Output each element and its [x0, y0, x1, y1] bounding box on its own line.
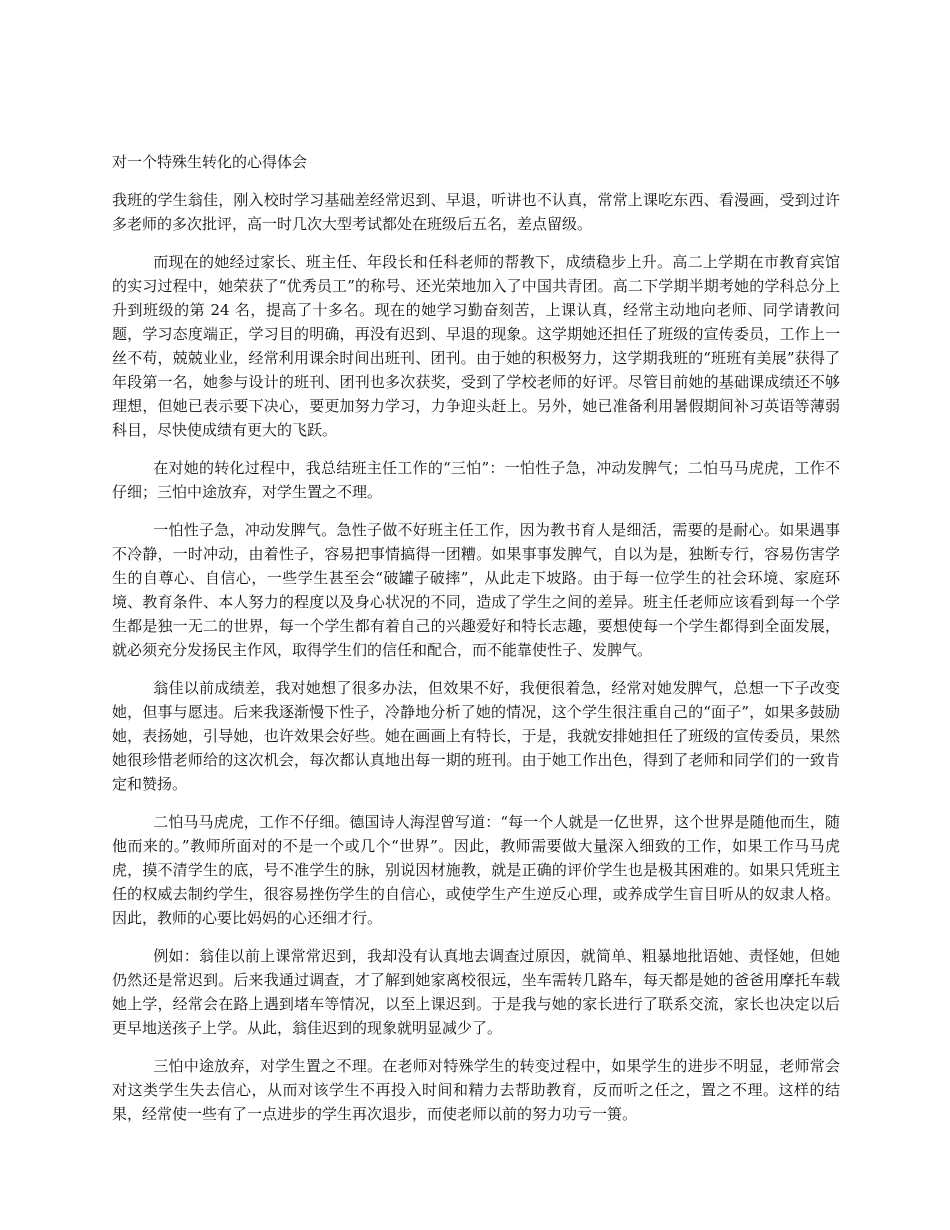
paragraph-fear-three: 三怕中途放弃，对学生置之不理。在老师对特殊学生的转变过程中，如果学生的进步不明显，老师常会对这类学生失去信心，从而对该学生不再投入时间和精力去帮助教育，反而听之任之，置之不理。这样的结果，经常使一些有了一点进步的学生再次退步，而使老师以前的努力功亏一篑。 — [112, 1057, 840, 1123]
paragraph-example-two: 例如：翁佳以前上课常常迟到，我却没有认真地去调查过原因，就简单、粗暴地批语她、责怪她，但她仍然还是常迟到。后来我通过调查，才了解到她家离校很远，坐车需转几路车，每天都是她的爸爸用摩托车载她上学，经常会在路上遇到堵车等情况，以至上课迟到。于是我与她的家长进行了联系交流，家长也决定以后更早地送孩子上学。从此，翁佳迟到的现象就明显减少了。 — [112, 947, 840, 1037]
document-title: 对一个特殊生转化的心得体会 — [112, 153, 308, 171]
paragraph-example-one: 翁佳以前成绩差，我对她想了很多办法，但效果不好，我便很着急，经常对她发脾气，总想一下子改变她，但事与愿违。后来我逐渐慢下性子，冷静地分析了她的情况，这个学生很注重自己的“面子”，如果多鼓励她，表扬她，引导她，也许效果会好些。她在画画上有特长，于是，我就安排她担任了班级的宣传委员，果然她很珍惜老师给的这次机会，每次都认真地出每一期的班刊。由于她工作出色，得到了老师和同学们的一致肯定和赞扬。 — [112, 679, 840, 793]
paragraph-three-fears: 在对她的转化过程中，我总结班主任工作的“三怕”：一怕性子急，冲动发脾气；二怕马马虎虎，工作不仔细；三怕中途放弃，对学生置之不理。 — [112, 459, 840, 501]
paragraph-intro: 我班的学生翁佳，刚入校时学习基础差经常迟到、早退，听讲也不认真，常常上课吃东西、看漫画，受到过许多老师的多次批评，高一时几次大型考试都处在班级后五名，差点留级。 — [112, 191, 840, 233]
paragraph-progress: 而现在的她经过家长、班主任、年段长和任科老师的帮教下，成绩稳步上升。高二上学期在市教育宾馆的实习过程中，她荣获了“优秀员工”的称号、还光荣地加入了中国共青团。高二下学期半期考她的学科总分上升到班级的第 24 名，提高了十多名。现在的她学习勤奋刻苦，上课认真，经常主动地向老师、同学请教问题，学习态度端正，学习目的明确，再没有迟到、早退的现象。这学期她还担任了班级的宣传委员，工作上一丝不苟，兢兢业业，经常利用课余时间出班刊、团刊。由于她的积极努力，这学期我班的“班班有美展”获得了年段第一名，她参与设计的班刊、团刊也多次获奖，受到了学校老师的好评。尽管目前她的基础课成绩还不够理想，但她已表示要下决心，要更加努力学习，力争迎头赶上。另外，她已准备利用暑假期间补习英语等薄弱科目，尽快使成绩有更大的飞跃。 — [112, 253, 840, 439]
document-page — [112, 150, 840, 1140]
paragraph-fear-one: 一怕性子急，冲动发脾气。急性子做不好班主任工作，因为教书育人是细活，需要的是耐心。如果遇事不冷静，一时冲动，由着性子，容易把事情搞得一团糟。如果事事发脾气，自以为是，独断专行，容易伤害学生的自尊心、自信心，一些学生甚至会“破罐子破摔”，从此走下坡路。由于每一位学生的社会环境、家庭环境、教育条件、本人努力的程度以及身心状况的不同，造成了学生之间的差异。班主任老师应该看到每一个学生都是独一无二的世界，每一个学生都有着自己的兴趣爱好和特长志趣，要想使每一个学生都得到全面发展，就必须充分发扬民主作风，取得学生们的信任和配合，而不能靠使性子、发脾气。 — [112, 521, 840, 659]
paragraph-fear-two: 二怕马马虎虎，工作不仔细。德国诗人海涅曾写道：“每一个人就是一亿世界，这个世界是随他而生，随他而来的。”教师所面对的不是一个或几个“世界”。因此，教师需要做大量深入细致的工作，如果工作马马虎虎，摸不清学生的底，号不准学生的脉，别说因材施教，就是正确的评价学生也是极其困难的。如果只凭班主任的权威去制约学生，很容易挫伤学生的自信心，或使学生产生逆反心理，或养成学生盲目听从的奴隶人格。因此，教师的心要比妈妈的心还细才行。 — [112, 813, 840, 927]
